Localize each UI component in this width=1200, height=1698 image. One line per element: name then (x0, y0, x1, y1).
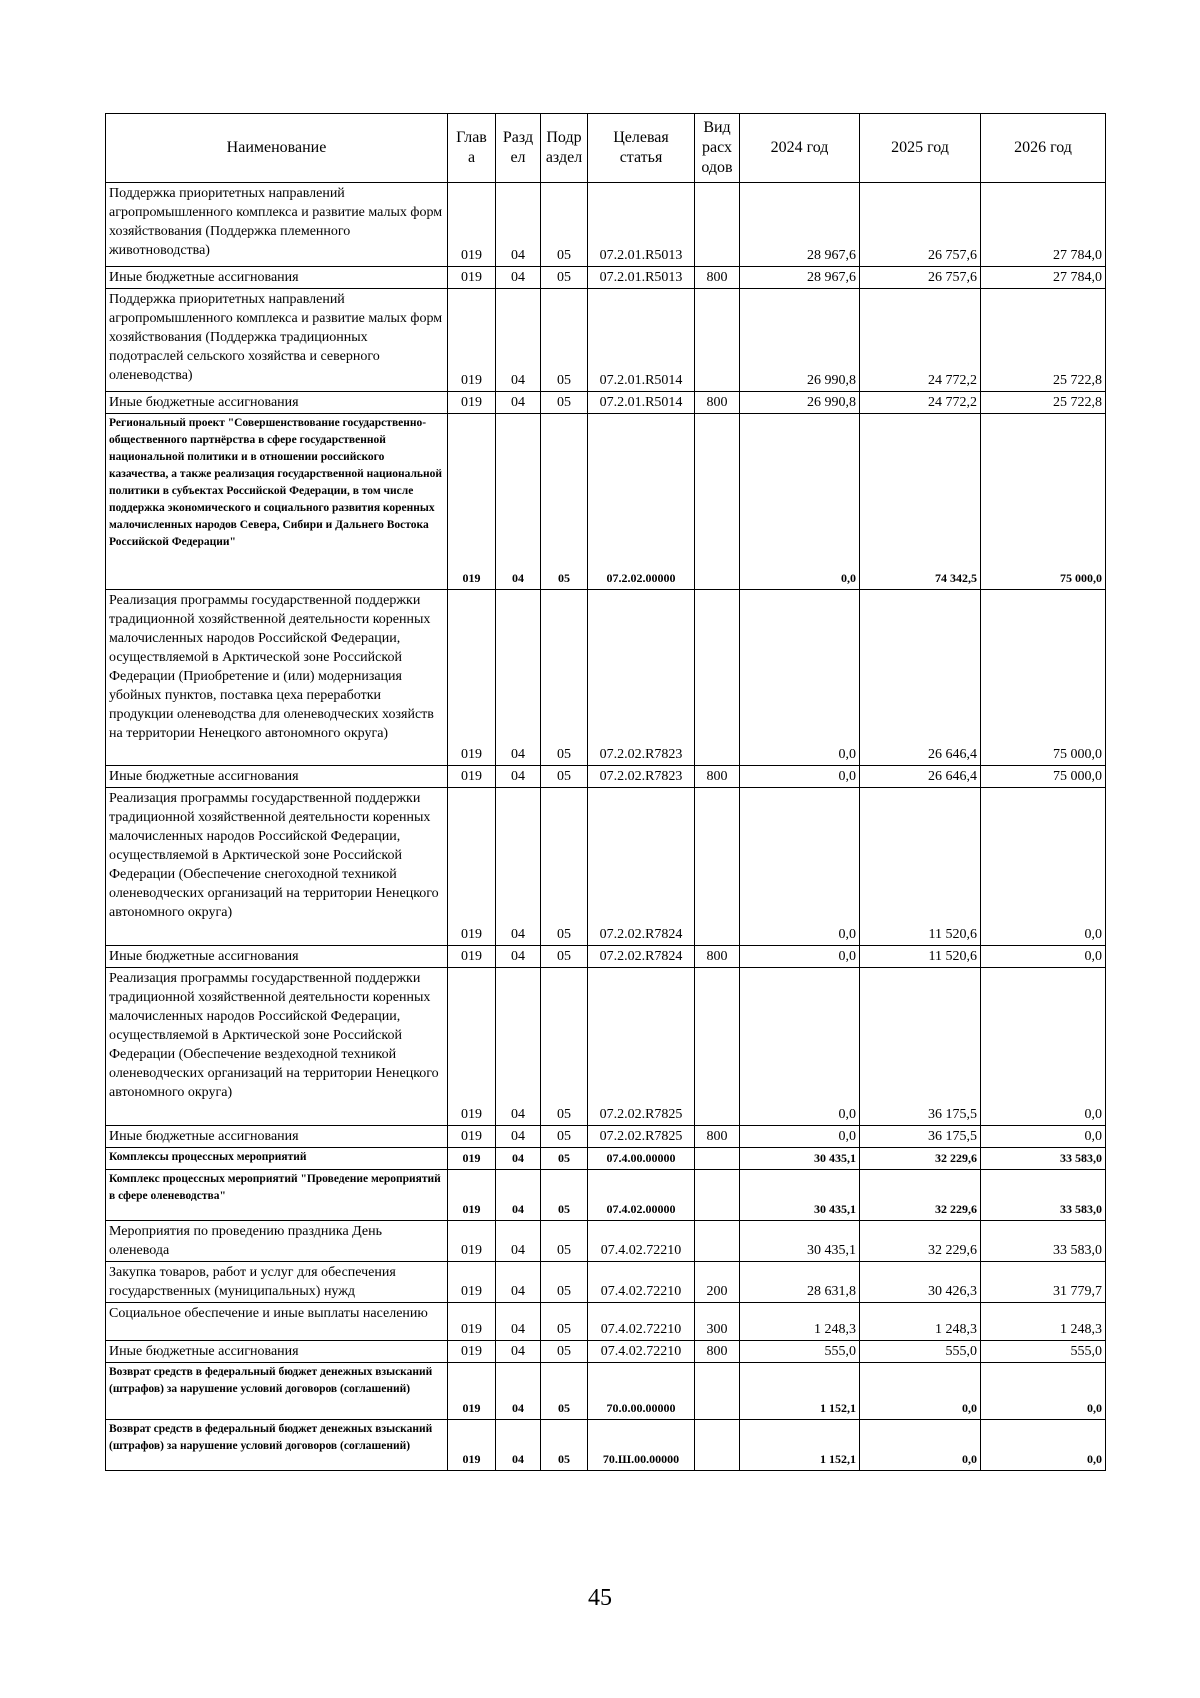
cell-2025: 1 248,3 (860, 1303, 981, 1341)
cell-vid: 800 (695, 1341, 740, 1363)
cell-podrazdel: 05 (541, 1221, 588, 1262)
cell-2025: 36 175,5 (860, 1126, 981, 1148)
cell-2025: 11 520,6 (860, 946, 981, 968)
cell-glava: 019 (448, 1170, 496, 1221)
cell-vid (695, 414, 740, 590)
cell-podrazdel: 05 (541, 788, 588, 946)
cell-podrazdel: 05 (541, 1126, 588, 1148)
cell-celevaya: 07.4.02.00000 (588, 1170, 695, 1221)
cell-2026: 0,0 (981, 946, 1106, 968)
table-row (106, 1221, 1106, 1262)
cell-2025: 32 229,6 (860, 1148, 981, 1170)
cell-celevaya: 07.2.02.R7825 (588, 968, 695, 1126)
cell-vid (695, 183, 740, 267)
cell-name: Иные бюджетные ассигнования (106, 946, 448, 968)
cell-razdel: 04 (496, 968, 541, 1126)
cell-2024: 28 631,8 (740, 1262, 860, 1303)
cell-2024: 0,0 (740, 766, 860, 788)
table-row (106, 1170, 1106, 1221)
cell-podrazdel: 05 (541, 1262, 588, 1303)
cell-2024: 1 152,1 (740, 1420, 860, 1471)
cell-name: Закупка товаров, работ и услуг для обеспечения государственных (муниципальных) нужд (106, 1262, 448, 1303)
header-2026: 2026 год (981, 114, 1106, 183)
header-vid: Вид расх одов (695, 114, 740, 183)
cell-2024: 30 435,1 (740, 1148, 860, 1170)
table-header (106, 114, 1106, 183)
cell-2024: 28 967,6 (740, 267, 860, 289)
cell-razdel: 04 (496, 788, 541, 946)
cell-glava: 019 (448, 1262, 496, 1303)
cell-celevaya: 07.2.02.R7825 (588, 1126, 695, 1148)
table-row (106, 1262, 1106, 1303)
cell-glava: 019 (448, 1126, 496, 1148)
cell-celevaya: 07.2.02.00000 (588, 414, 695, 590)
cell-celevaya: 07.2.02.R7823 (588, 590, 695, 766)
cell-2025: 32 229,6 (860, 1221, 981, 1262)
table-row (106, 590, 1106, 766)
cell-celevaya: 70.0.00.00000 (588, 1363, 695, 1420)
cell-vid: 300 (695, 1303, 740, 1341)
cell-razdel: 04 (496, 1363, 541, 1420)
cell-2026: 33 583,0 (981, 1148, 1106, 1170)
cell-name: Иные бюджетные ассигнования (106, 1341, 448, 1363)
table-row (106, 392, 1106, 414)
cell-glava: 019 (448, 1363, 496, 1420)
cell-name: Иные бюджетные ассигнования (106, 267, 448, 289)
cell-celevaya: 07.2.01.R5013 (588, 183, 695, 267)
cell-glava: 019 (448, 766, 496, 788)
cell-2025: 74 342,5 (860, 414, 981, 590)
cell-celevaya: 07.4.02.72210 (588, 1303, 695, 1341)
table-row (106, 766, 1106, 788)
cell-vid: 800 (695, 946, 740, 968)
cell-razdel: 04 (496, 1126, 541, 1148)
cell-2024: 1 152,1 (740, 1363, 860, 1420)
cell-celevaya: 07.4.02.72210 (588, 1341, 695, 1363)
cell-2025: 24 772,2 (860, 289, 981, 392)
table-row (106, 968, 1106, 1126)
cell-2026: 33 583,0 (981, 1170, 1106, 1221)
cell-2025: 26 646,4 (860, 590, 981, 766)
cell-vid (695, 1363, 740, 1420)
cell-podrazdel: 05 (541, 1363, 588, 1420)
cell-celevaya: 07.2.01.R5013 (588, 267, 695, 289)
cell-2025: 24 772,2 (860, 392, 981, 414)
cell-2026: 25 722,8 (981, 289, 1106, 392)
cell-razdel: 04 (496, 946, 541, 968)
cell-2024: 0,0 (740, 1126, 860, 1148)
cell-celevaya: 70.Ш.00.00000 (588, 1420, 695, 1471)
cell-2026: 0,0 (981, 1363, 1106, 1420)
cell-2025: 11 520,6 (860, 788, 981, 946)
cell-glava: 019 (448, 1341, 496, 1363)
cell-name: Комплексы процессных мероприятий (106, 1148, 448, 1170)
table-body (106, 183, 1106, 1471)
cell-vid: 800 (695, 766, 740, 788)
cell-razdel: 04 (496, 289, 541, 392)
header-celevaya: Целевая статья (588, 114, 695, 183)
cell-name: Мероприятия по проведению праздника День оленевода (106, 1221, 448, 1262)
cell-glava: 019 (448, 590, 496, 766)
cell-celevaya: 07.4.02.72210 (588, 1262, 695, 1303)
cell-name: Поддержка приоритетных направлений агропромышленного комплекса и развитие малых форм хозяйствования (Поддержка племенного животноводства) (106, 183, 448, 267)
table-row (106, 788, 1106, 946)
cell-name: Поддержка приоритетных направлений агропромышленного комплекса и развитие малых форм хозяйствования (Поддержка традиционных подотраслей сельского хозяйства и северного оленеводства) (106, 289, 448, 392)
cell-podrazdel: 05 (541, 414, 588, 590)
cell-podrazdel: 05 (541, 946, 588, 968)
cell-name: Возврат средств в федеральный бюджет денежных взысканий (штрафов) за нарушение условий договоров (соглашений) (106, 1363, 448, 1420)
cell-podrazdel: 05 (541, 392, 588, 414)
cell-glava: 019 (448, 968, 496, 1126)
cell-2026: 0,0 (981, 1420, 1106, 1471)
table-row (106, 1420, 1106, 1471)
cell-2026: 1 248,3 (981, 1303, 1106, 1341)
cell-razdel: 04 (496, 1148, 541, 1170)
header-2025: 2025 год (860, 114, 981, 183)
cell-2026: 0,0 (981, 788, 1106, 946)
header-glava: Глав а (448, 114, 496, 183)
cell-razdel: 04 (496, 1341, 541, 1363)
cell-2024: 0,0 (740, 414, 860, 590)
cell-name: Иные бюджетные ассигнования (106, 766, 448, 788)
table-row (106, 1126, 1106, 1148)
cell-name: Реализация программы государственной поддержки традиционной хозяйственной деятельности коренных малочисленных народов Российской Федерации, осуществляемой в Арктической зоне Российской Федерации (Обеспечение вездеходной техникой оленеводческих организаций на территории Ненецкого автономного округа) (106, 968, 448, 1126)
cell-vid: 800 (695, 1126, 740, 1148)
cell-vid: 200 (695, 1262, 740, 1303)
cell-razdel: 04 (496, 1170, 541, 1221)
cell-razdel: 04 (496, 766, 541, 788)
cell-vid (695, 1221, 740, 1262)
table-row (106, 267, 1106, 289)
cell-glava: 019 (448, 1303, 496, 1341)
cell-2024: 30 435,1 (740, 1221, 860, 1262)
cell-podrazdel: 05 (541, 968, 588, 1126)
cell-podrazdel: 05 (541, 1420, 588, 1471)
cell-razdel: 04 (496, 1303, 541, 1341)
cell-2025: 36 175,5 (860, 968, 981, 1126)
cell-2024: 0,0 (740, 788, 860, 946)
cell-podrazdel: 05 (541, 267, 588, 289)
cell-vid: 800 (695, 267, 740, 289)
cell-2024: 1 248,3 (740, 1303, 860, 1341)
cell-2024: 30 435,1 (740, 1170, 860, 1221)
cell-glava: 019 (448, 1420, 496, 1471)
cell-2024: 0,0 (740, 946, 860, 968)
cell-name: Иные бюджетные ассигнования (106, 392, 448, 414)
cell-podrazdel: 05 (541, 1303, 588, 1341)
cell-name: Социальное обеспечение и иные выплаты населению (106, 1303, 448, 1341)
table-row (106, 183, 1106, 267)
table-row (106, 1148, 1106, 1170)
cell-2025: 555,0 (860, 1341, 981, 1363)
cell-podrazdel: 05 (541, 183, 588, 267)
cell-celevaya: 07.2.02.R7824 (588, 946, 695, 968)
cell-razdel: 04 (496, 414, 541, 590)
cell-glava: 019 (448, 392, 496, 414)
cell-name: Возврат средств в федеральный бюджет денежных взысканий (штрафов) за нарушение условий договоров (соглашений) (106, 1420, 448, 1471)
table-row (106, 1341, 1106, 1363)
cell-razdel: 04 (496, 392, 541, 414)
cell-2024: 26 990,8 (740, 289, 860, 392)
header-name: Наименование (106, 114, 448, 183)
cell-vid (695, 289, 740, 392)
cell-razdel: 04 (496, 1262, 541, 1303)
cell-glava: 019 (448, 414, 496, 590)
cell-2024: 26 990,8 (740, 392, 860, 414)
cell-2025: 32 229,6 (860, 1170, 981, 1221)
cell-celevaya: 07.4.02.72210 (588, 1221, 695, 1262)
cell-glava: 019 (448, 267, 496, 289)
cell-glava: 019 (448, 788, 496, 946)
cell-celevaya: 07.2.01.R5014 (588, 289, 695, 392)
cell-name: Реализация программы государственной поддержки традиционной хозяйственной деятельности коренных малочисленных народов Российской Федерации, осуществляемой в Арктической зоне Российской Федерации (Обеспечение снегоходной техникой оленеводческих организаций на территории Ненецкого автономного округа) (106, 788, 448, 946)
cell-razdel: 04 (496, 1221, 541, 1262)
header-podrazdel: Подр аздел (541, 114, 588, 183)
cell-razdel: 04 (496, 1420, 541, 1471)
table-row (106, 946, 1106, 968)
cell-name: Иные бюджетные ассигнования (106, 1126, 448, 1148)
cell-2026: 75 000,0 (981, 590, 1106, 766)
cell-podrazdel: 05 (541, 1170, 588, 1221)
cell-vid (695, 1148, 740, 1170)
header-razdel: Разд ел (496, 114, 541, 183)
cell-2024: 0,0 (740, 590, 860, 766)
cell-glava: 019 (448, 946, 496, 968)
cell-podrazdel: 05 (541, 1341, 588, 1363)
cell-2026: 0,0 (981, 1126, 1106, 1148)
cell-glava: 019 (448, 183, 496, 267)
cell-glava: 019 (448, 1148, 496, 1170)
cell-name: Реализация программы государственной поддержки традиционной хозяйственной деятельности коренных малочисленных народов Российской Федерации, осуществляемой в Арктической зоне Российской Федерации (Приобретение и (или) модернизация убойных пунктов, поставка цеха переработки продукции оленеводства для оленеводческих хозяйств на территории Ненецкого автономного округа) (106, 590, 448, 766)
cell-2024: 28 967,6 (740, 183, 860, 267)
cell-2025: 26 757,6 (860, 183, 981, 267)
budget-table (105, 113, 1106, 1471)
cell-2026: 27 784,0 (981, 267, 1106, 289)
cell-razdel: 04 (496, 183, 541, 267)
cell-vid (695, 788, 740, 946)
cell-celevaya: 07.2.02.R7823 (588, 766, 695, 788)
cell-2026: 31 779,7 (981, 1262, 1106, 1303)
cell-name: Комплекс процессных мероприятий "Проведение мероприятий в сфере оленеводства" (106, 1170, 448, 1221)
table-row (106, 289, 1106, 392)
table-row (106, 414, 1106, 590)
cell-2025: 0,0 (860, 1363, 981, 1420)
table-row (106, 1303, 1106, 1341)
cell-2025: 0,0 (860, 1420, 981, 1471)
cell-2025: 30 426,3 (860, 1262, 981, 1303)
cell-2026: 0,0 (981, 968, 1106, 1126)
header-2024: 2024 год (740, 114, 860, 183)
cell-2026: 75 000,0 (981, 766, 1106, 788)
cell-2026: 27 784,0 (981, 183, 1106, 267)
cell-razdel: 04 (496, 590, 541, 766)
page-number: 45 (588, 1585, 612, 1611)
cell-2026: 33 583,0 (981, 1221, 1106, 1262)
cell-celevaya: 07.4.00.00000 (588, 1148, 695, 1170)
cell-2026: 555,0 (981, 1341, 1106, 1363)
cell-2026: 25 722,8 (981, 392, 1106, 414)
cell-vid (695, 968, 740, 1126)
cell-podrazdel: 05 (541, 1148, 588, 1170)
cell-podrazdel: 05 (541, 766, 588, 788)
cell-podrazdel: 05 (541, 289, 588, 392)
cell-2026: 75 000,0 (981, 414, 1106, 590)
cell-2024: 555,0 (740, 1341, 860, 1363)
cell-vid (695, 590, 740, 766)
cell-vid: 800 (695, 392, 740, 414)
cell-name: Региональный проект "Совершенствование государственно-общественного партнёрства в сфере государственной национальной политики и в отношении российского казачества, а также реализация государственной национальной политики в субъектах Российской Федерации, в том числе поддержка экономического и социального развития коренных малочисленных народов Севера, Сибири и Дальнего Востока Российской Федерации" (106, 414, 448, 590)
cell-2025: 26 757,6 (860, 267, 981, 289)
cell-razdel: 04 (496, 267, 541, 289)
cell-2024: 0,0 (740, 968, 860, 1126)
cell-vid (695, 1170, 740, 1221)
cell-vid (695, 1420, 740, 1471)
cell-celevaya: 07.2.01.R5014 (588, 392, 695, 414)
table-row (106, 1363, 1106, 1420)
cell-2025: 26 646,4 (860, 766, 981, 788)
cell-glava: 019 (448, 1221, 496, 1262)
cell-glava: 019 (448, 289, 496, 392)
cell-podrazdel: 05 (541, 590, 588, 766)
cell-celevaya: 07.2.02.R7824 (588, 788, 695, 946)
